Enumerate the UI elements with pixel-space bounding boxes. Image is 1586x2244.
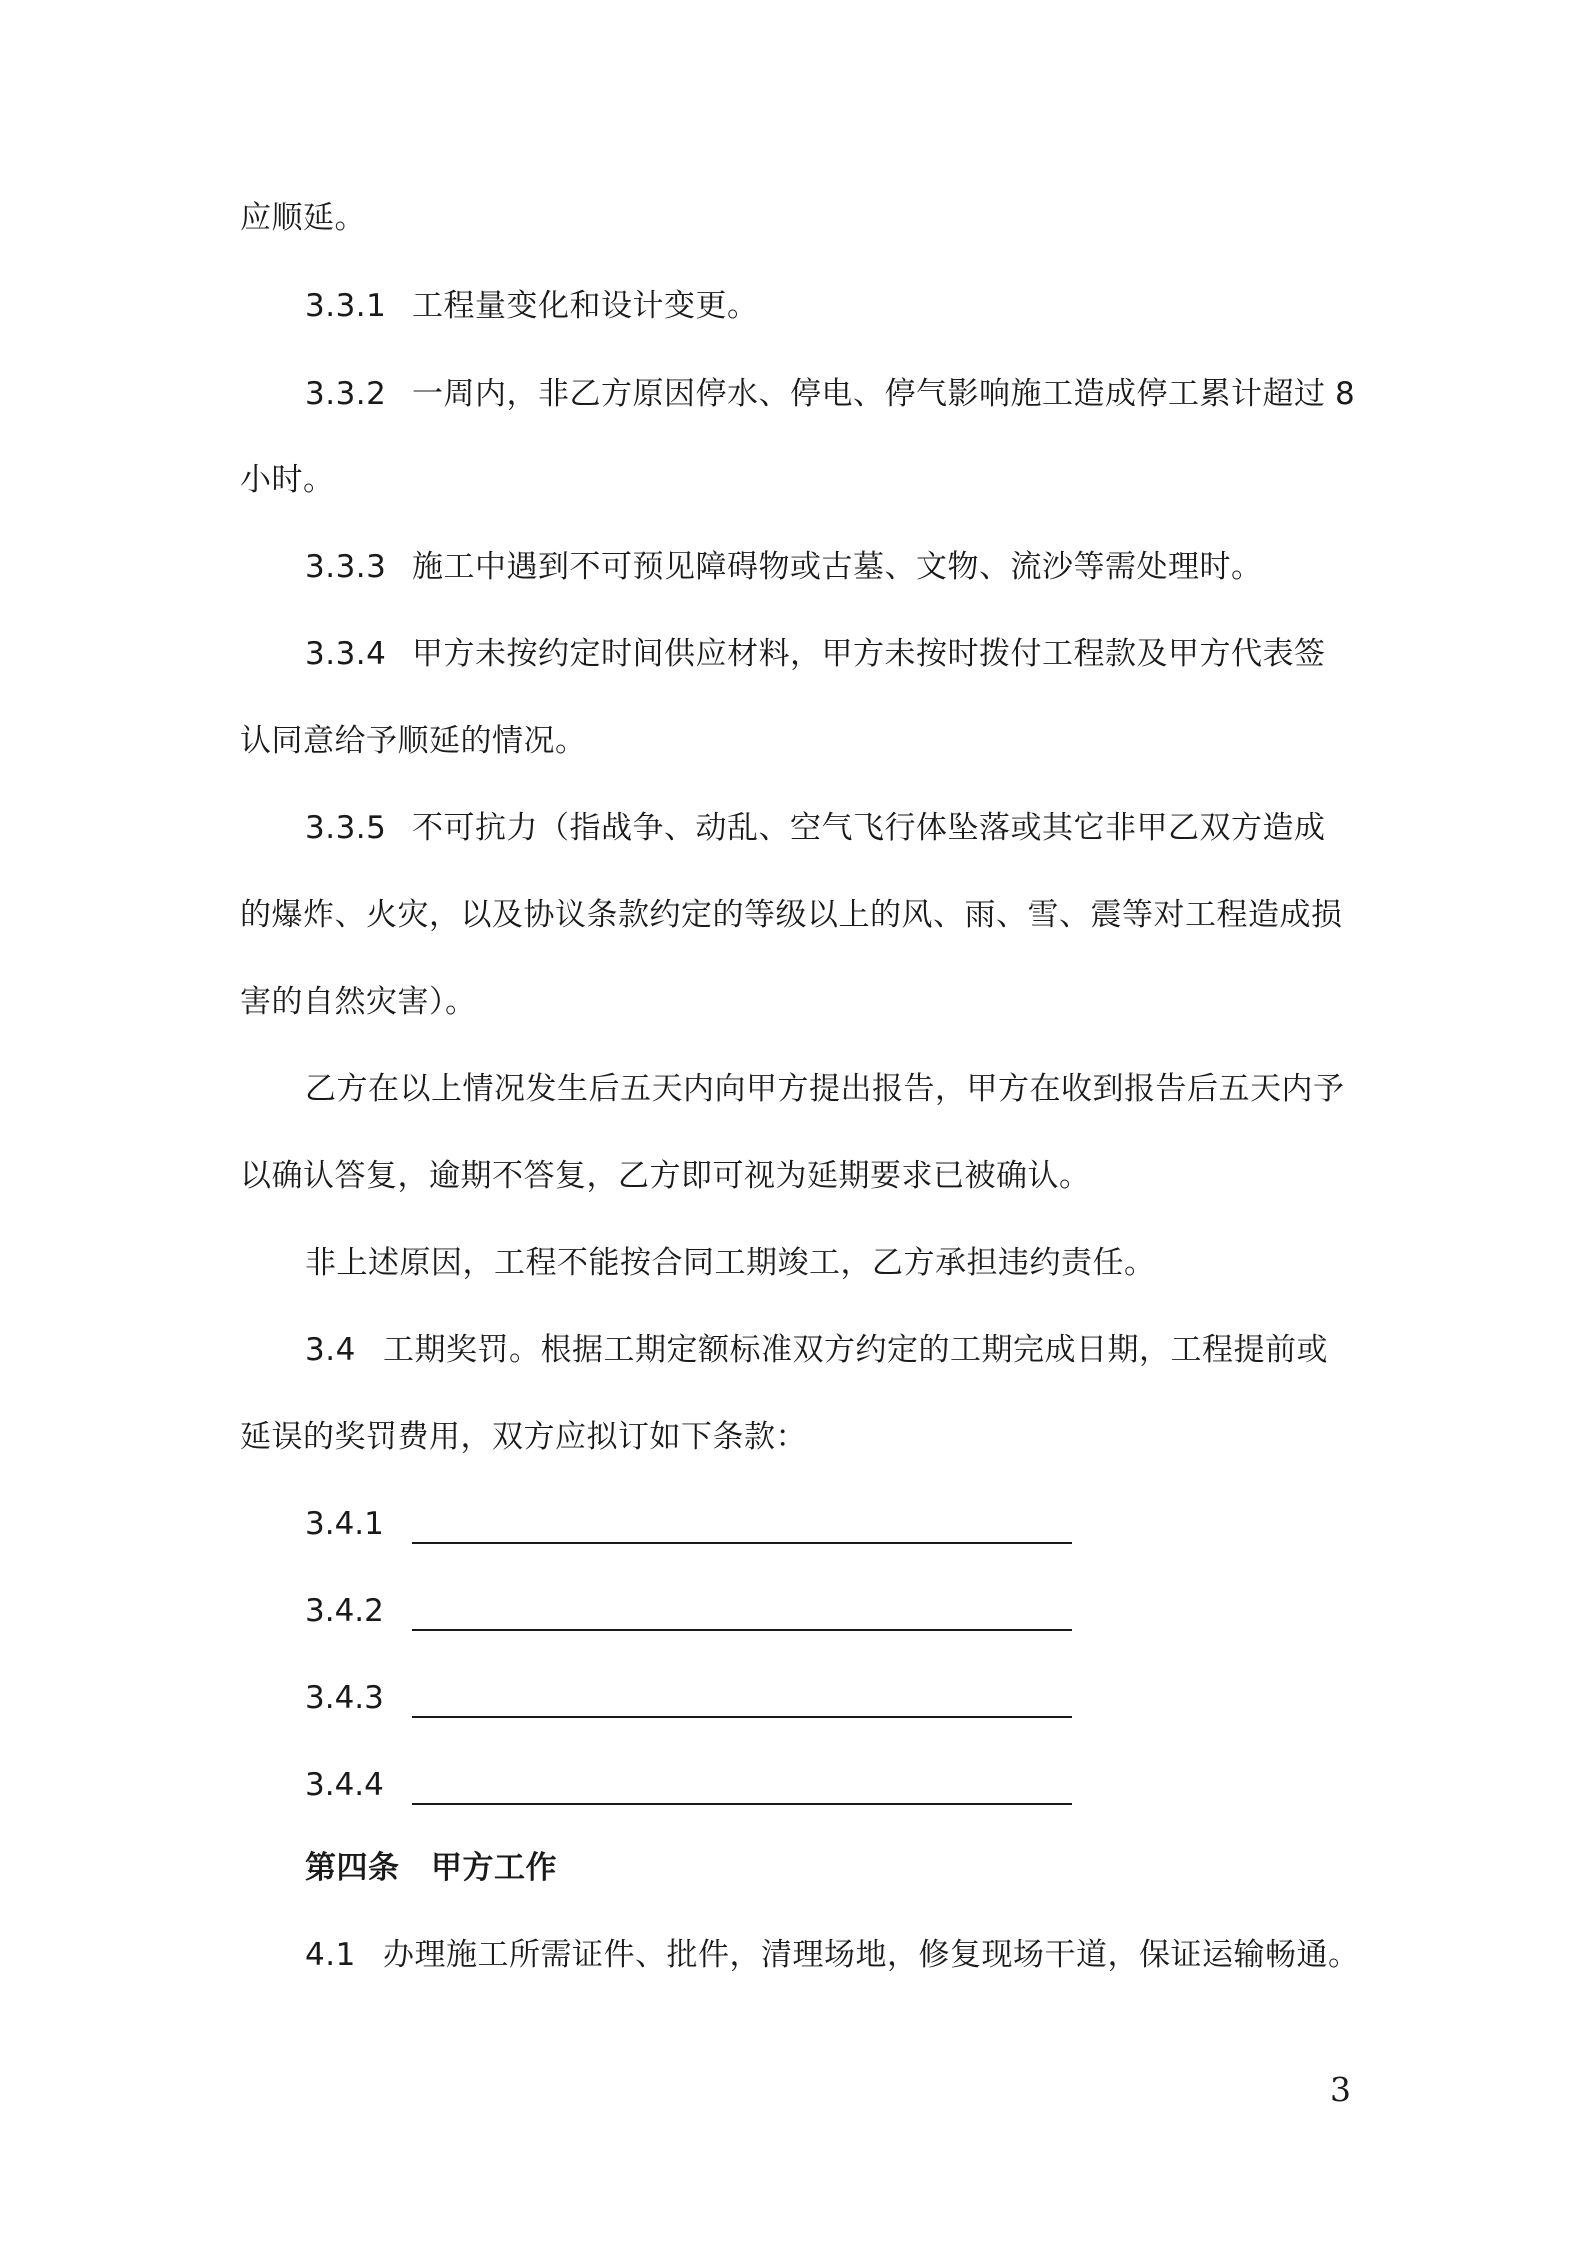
clause-number: 3.3.1 (305, 288, 387, 324)
clause-3-3-3 (305, 545, 1263, 589)
clause-3-4 (305, 1328, 1328, 1372)
blank-clause-3-4-1 (305, 1502, 412, 1546)
clause-4-1 (305, 1933, 1360, 1977)
clause-text: 工期奖罚。根据工期定额标准双方约定的工期完成日期，工程提前或 (383, 1332, 1328, 1368)
fill-in-blank-line[interactable] (412, 1716, 1072, 1718)
fill-in-blank-line[interactable] (412, 1542, 1072, 1544)
clause-3-3-5 (305, 806, 1326, 850)
paragraph-line: 小时。 (240, 462, 335, 498)
clause-3-3-1 (305, 284, 759, 328)
clause-3-3-2 (305, 372, 1365, 416)
paragraph-line: 以确认答复，逾期不答复，乙方即可视为延期要求已被确认。 (240, 1158, 1091, 1194)
clause-number: 3.3.3 (305, 549, 387, 585)
paragraph-line: 乙方在以上情况发生后五天内向甲方提出报告，甲方在收到报告后五天内予 (305, 1071, 1345, 1107)
paragraph-line: 害的自然灾害）。 (240, 984, 477, 1020)
clause-text: 办理施工所需证件、批件，清理场地，修复现场干道，保证运输畅通。 (383, 1937, 1360, 1973)
section-heading: 第四条 甲方工作 (305, 1850, 557, 1886)
paragraph-line: 认同意给予顺延的情况。 (240, 723, 587, 759)
clause-3-3-4 (305, 632, 1326, 676)
fill-in-blank-line[interactable] (412, 1803, 1072, 1805)
blank-clause-number: 3.4.4 (305, 1767, 384, 1803)
clause-text: 不可抗力（指战争、动乱、空气飞行体坠落或其它非甲乙双方造成 (412, 810, 1326, 846)
paragraph-line: 非上述原因，工程不能按合同工期竣工，乙方承担违约责任。 (305, 1245, 1156, 1281)
fill-in-blank-line[interactable] (412, 1629, 1072, 1631)
blank-clause-3-4-3 (305, 1676, 412, 1720)
clause-text: 甲方未按约定时间供应材料，甲方未按时拨付工程款及甲方代表签 (412, 636, 1326, 672)
blank-clause-number: 3.4.3 (305, 1680, 384, 1716)
blank-clause-number: 3.4.1 (305, 1506, 384, 1542)
clause-number: 4.1 (305, 1937, 356, 1973)
paragraph-line: 延误的奖罚费用，双方应拟订如下条款： (240, 1419, 807, 1455)
blank-clause-3-4-4 (305, 1763, 412, 1807)
clause-text-tail: 8 (1335, 376, 1356, 412)
blank-clause-number: 3.4.2 (305, 1593, 384, 1629)
clause-number: 3.3.5 (305, 810, 387, 846)
clause-text: 施工中遇到不可预见障碍物或古墓、文物、流沙等需处理时。 (412, 549, 1263, 585)
blank-clause-3-4-2 (305, 1589, 412, 1633)
clause-number: 3.4 (305, 1332, 356, 1368)
clause-text: 一周内，非乙方原因停水、停电、停气影响施工造成停工累计超过 (412, 376, 1326, 412)
clause-number: 3.3.2 (305, 376, 387, 412)
clause-number: 3.3.4 (305, 636, 387, 672)
paragraph-line: 的爆炸、火灾，以及协议条款约定的等级以上的风、雨、雪、震等对工程造成损 (240, 897, 1343, 933)
paragraph-line: 应顺延。 (240, 200, 366, 236)
clause-text: 工程量变化和设计变更。 (412, 288, 759, 324)
page-number: 3 (1330, 2070, 1351, 2109)
